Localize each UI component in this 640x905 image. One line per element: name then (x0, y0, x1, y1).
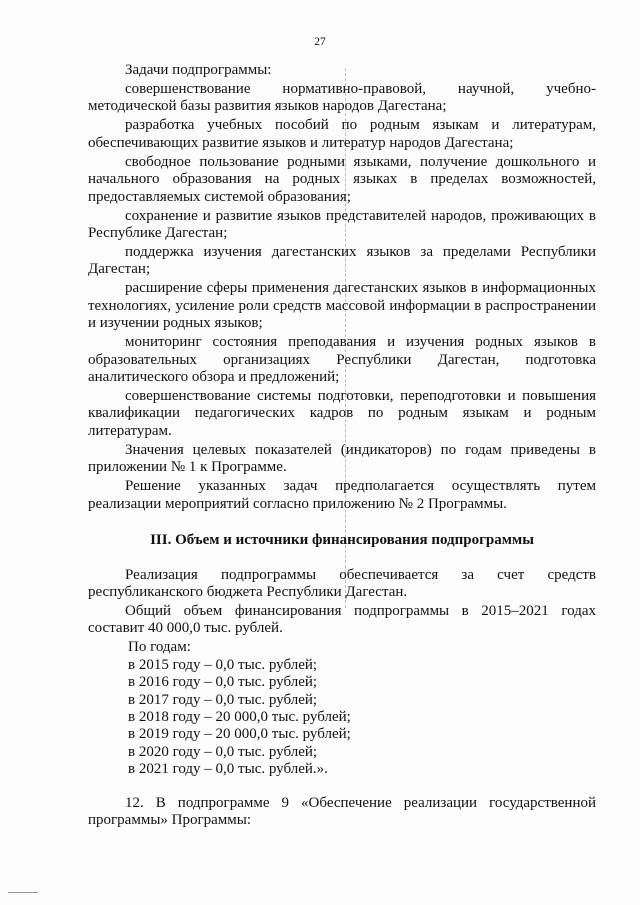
year-item: в 2020 году – 0,0 тыс. рублей; (128, 743, 318, 760)
financing-source: Реализация подпрограммы обеспечивается за счет средств республиканского бюджета Республики Дагестан. (88, 566, 596, 600)
year-item: в 2019 году – 20 000,0 тыс. рублей; (128, 726, 351, 743)
task-item: свободное пользование родными языками, получение дошкольного и начального образования на родных языках в пределах возможностей, предоставляемых системой образования; (88, 153, 596, 205)
indicators-note: Значения целевых показателей (индикаторов) по годам приведены в приложении № 1 к Программе. (88, 441, 596, 476)
page-number: 27 (314, 36, 326, 48)
by-years-label: По годам: (128, 639, 191, 656)
spacer (88, 779, 596, 795)
document-body (88, 62, 596, 831)
task-item: разработка учебных пособий по родным языкам и литературам, обеспечивающих развитие языков и литератур народов Дагестана; (88, 117, 596, 151)
tasks-label: Задачи подпрограммы: (125, 62, 272, 78)
task-item: сохранение и развитие языков представителей народов, проживающих в Республике Дагестан; (88, 207, 596, 242)
closing-item: 12. В подпрограмме 9 «Обеспечение реализации государственной программы» Программы: (88, 794, 596, 828)
year-item: в 2017 году – 0,0 тыс. рублей; (128, 691, 318, 708)
task-item: совершенствование системы подготовки, переподготовки и повышения квалификации педагогических кадров по родным языкам и родным литературам. (88, 388, 596, 439)
year-item: в 2016 году – 0,0 тыс. рублей; (128, 674, 318, 691)
scan-edge-mark (8, 892, 38, 893)
task-item: расширение сферы применения дагестанских языков в информационных технологиях, усиление роли средств массовой информации в распространении и изучении родных языков; (88, 280, 596, 332)
task-item: совершенствование нормативно-правовой, научной, учебно-методической базы развития языков народов Дагестана; (88, 81, 596, 115)
section-heading: III. Объем и источники финансирования подпрограммы (150, 532, 534, 549)
year-item: в 2015 году – 0,0 тыс. рублей; (128, 656, 318, 673)
financing-total: Общий объем финансирования подпрограммы в 2015–2021 годах составит 40 000,0 тыс. рублей. (88, 602, 596, 637)
task-item: поддержка изучения дагестанских языков за пределами Республики Дагестан; (88, 244, 596, 278)
task-item: мониторинг состояния преподавания и изучения родных языков в образовательных организациях Республики Дагестан, подготовка аналитического обзора и предложений; (88, 334, 596, 386)
year-item: в 2021 году – 0,0 тыс. рублей.». (128, 761, 328, 778)
year-item: в 2018 году – 20 000,0 тыс. рублей; (128, 708, 351, 725)
solution-note: Решение указанных задач предполагается осуществлять путем реализации мероприятий согласно приложению № 2 Программы. (88, 478, 596, 512)
